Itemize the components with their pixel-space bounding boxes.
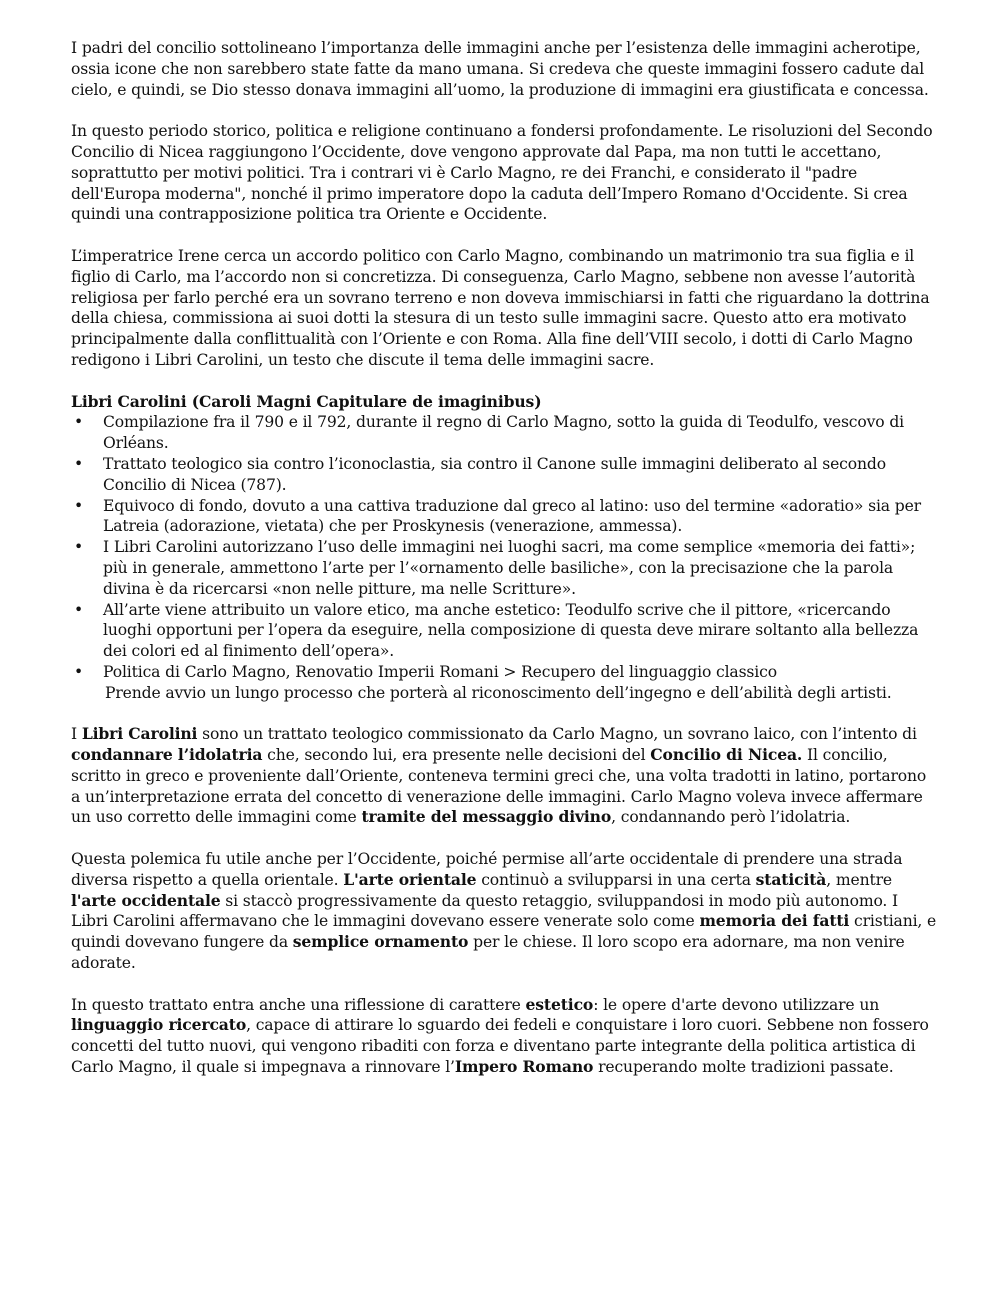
text-run: : le opere d'arte devono utilizzare un xyxy=(593,995,880,1014)
bold-text: l'arte occidentale xyxy=(71,890,221,910)
bullet-text: Politica di Carlo Magno, Renovatio Imperii Romani > Recupero del linguaggio classico xyxy=(103,662,777,681)
bullet-icon: • xyxy=(74,662,84,681)
text-run: , condannando però l’idolatria. xyxy=(611,808,851,827)
text-run: In questo trattato entra anche una riflessione di carattere xyxy=(71,995,526,1014)
bullet-item xyxy=(71,537,939,599)
text-run: In questo periodo storico, politica e religione continuano a fondersi profondamente. Le risoluzioni del Secondo Concilio di Nicea raggiungono l’Occidente, dove vengono approvate dal Papa, ma non tutti le accettano, soprattutto per motivi politici. Tra i contrari vi è Carlo Magno, re dei Franchi, e considerato il "padre dell'Europa moderna", nonché il primo imperatore dopo la caduta dell’Impero Romano d'Occidente. Si crea quindi una contrapposizione politica tra Oriente e Occidente. xyxy=(71,122,933,224)
bullet-item xyxy=(71,662,939,683)
bullet-icon: • xyxy=(74,600,84,619)
bullet-icon: • xyxy=(74,454,84,473)
bold-text: Libri Carolini xyxy=(81,724,198,744)
paragraph xyxy=(71,246,939,371)
bullet-continuation: Prende avvio un lungo processo che porterà al riconoscimento dell’ingegno e dell’abilità degli artisti. xyxy=(105,683,892,702)
text-run: L’imperatrice Irene cerca un accordo politico con Carlo Magno, combinando un matrimonio tra sua figlia e il figlio di Carlo, ma l’accordo non si concretizza. Di conseguenza, Carlo Magno, sebbene non avesse l’autorità religiosa per farlo perché era un sovrano terreno e non doveva immischiarsi in fatti che riguardano la dottrina della chiesa, commissiona ai suoi dotti la stesura di un testo sulle immagini sacre. Questo atto era motivato principalmente dalla conflittualità con l’Oriente e con Roma. Alla fine dell’VIII secolo, i dotti di Carlo Magno redigono i Libri Carolini, un testo che discute il tema delle immagini sacre. xyxy=(71,246,930,369)
bullet-item xyxy=(71,454,939,496)
bold-text: L'arte orientale xyxy=(343,869,477,889)
text-run: si staccò progressivamente da questo retaggio, sviluppandosi in modo più autonomo. I Libri Carolini affermavano che le immagini dovevano essere venerate solo come xyxy=(71,891,899,931)
bold-text: memoria dei fatti xyxy=(699,911,850,931)
text-run: , capace di attirare lo sguardo dei fedeli e conquistare i loro cuori. Sebbene non fossero concetti del tutto nuovi, qui vengono ribaditi con forza e diventano parte integrante della politica artistica di Carlo Magno, il quale si impegnava a rinnovare l’ xyxy=(71,1016,929,1077)
text-run: Il concilio, scritto in greco e proveniente dall’Oriente, conteneva termini greci che, una volta tradotti in latino, portarono a un’interpretazione errata del concetto di venerazione delle immagini. Carlo Magno voleva invece affermare un uso corretto delle immagini come xyxy=(71,746,927,827)
closing-section xyxy=(71,724,939,1078)
text-run: I xyxy=(71,725,82,744)
paragraph xyxy=(71,724,939,828)
bullet-item xyxy=(71,412,939,454)
bullet-item xyxy=(71,600,939,662)
bold-text: Impero Romano xyxy=(454,1057,594,1077)
text-run: sono un trattato teologico commissionato da Carlo Magno, un sovrano laico, con l’intento di xyxy=(197,725,917,744)
text-run: Questa polemica fu utile anche per l’Occidente, poiché permise all’arte occidentale di prendere una strada diversa rispetto a quella orientale. xyxy=(71,850,903,889)
paragraph xyxy=(71,995,939,1078)
paragraph xyxy=(71,121,939,225)
text-run: continuò a svilupparsi in una certa xyxy=(476,870,756,889)
bullet-text: All’arte viene attribuito un valore etico, ma anche estetico: Teodulfo scrive che il pittore, «ricercando luoghi opportuni per l’opera da eseguire, nella composizione di questa deve mirare soltanto alla bellezza dei colori ed al finimento dell’opera». xyxy=(103,600,919,661)
paragraph xyxy=(71,38,939,100)
bold-text: semplice ornamento xyxy=(292,932,469,952)
document-page xyxy=(71,38,939,1099)
bullet-text: Equivoco di fondo, dovuto a una cattiva traduzione dal greco al latino: uso del termine «adoratio» sia per Latreia (adorazione, vietata) che per Proskynesis (venerazione, ammessa). xyxy=(103,496,921,536)
bold-text: condannare l’idolatria xyxy=(71,745,263,765)
bold-text: Concilio di Nicea. xyxy=(650,745,803,765)
bullet-icon: • xyxy=(74,496,84,515)
bullet-item xyxy=(71,496,939,538)
bullet-icon: • xyxy=(74,538,84,557)
text-run: cristiani, e quindi dovevano fungere da xyxy=(71,912,937,952)
bullet-icon: • xyxy=(74,413,84,432)
text-run: recuperando molte tradizioni passate. xyxy=(593,1058,894,1077)
bullet-text: Trattato teologico sia contro l’iconoclastia, sia contro il Canone sulle immagini deliberato al secondo Concilio di Nicea (787). xyxy=(103,454,886,494)
bold-text: staticità xyxy=(755,869,827,889)
bold-text: estetico xyxy=(525,994,594,1014)
bold-text: tramite del messaggio divino xyxy=(361,807,612,827)
section-heading: Libri Carolini (Caroli Magni Capitulare de imaginibus) xyxy=(71,391,542,411)
text-run: I padri del concilio sottolineano l’importanza delle immagini anche per l’esistenza delle immagini acherotipe, ossia icone che non sarebbero state fatte da mano umana. Si credeva che queste immagini fossero cadute dal cielo, e quindi, se Dio stesso donava immagini all’uomo, la produzione di immagini era giustificata e concessa. xyxy=(71,39,929,99)
bullet-text: Compilazione fra il 790 e il 792, durante il regno di Carlo Magno, sotto la guida di Teodulfo, vescovo di Orléans. xyxy=(103,413,905,453)
bold-text: linguaggio ricercato xyxy=(71,1015,247,1035)
text-run: , mentre xyxy=(826,870,892,889)
text-run: per le chiese. Il loro scopo era adornare, ma non venire adorate. xyxy=(71,933,905,973)
intro-section xyxy=(71,38,939,371)
paragraph xyxy=(71,849,939,974)
bullet-list xyxy=(71,412,939,703)
text-run: che, secondo lui, era presente nelle decisioni del xyxy=(262,746,651,765)
bullet-text: I Libri Carolini autorizzano l’uso delle immagini nei luoghi sacri, ma come semplice «memoria dei fatti»; più in generale, ammettono l’arte per l’«ornamento delle basiliche», con la precisazione che la parola divina è da ricercarsi «non nelle pitture, ma nelle Scritture». xyxy=(103,538,916,598)
